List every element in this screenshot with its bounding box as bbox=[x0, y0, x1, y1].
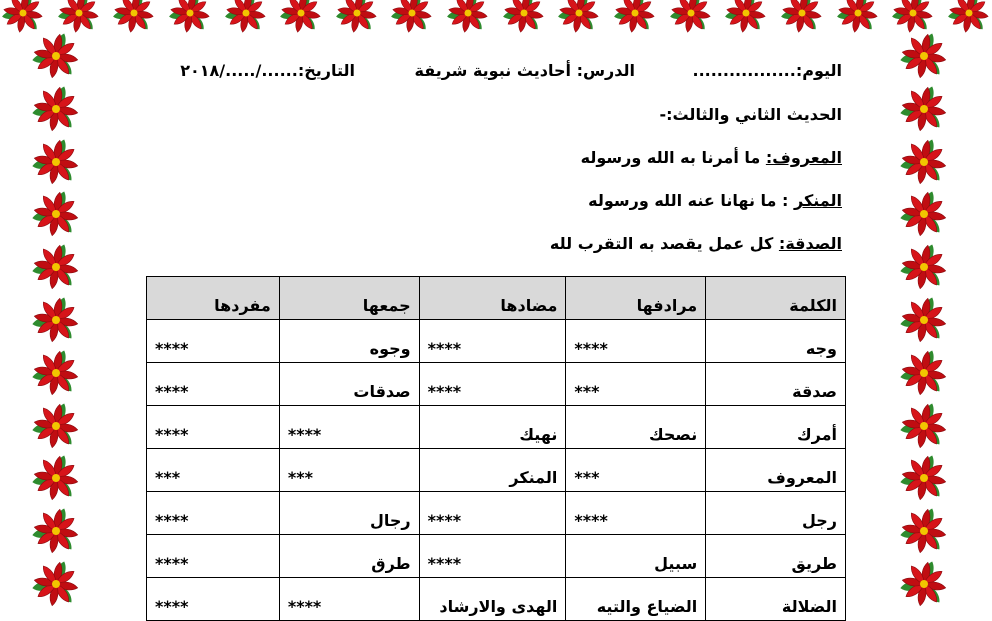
poinsettia-icon bbox=[30, 294, 82, 346]
poinsettia-icon bbox=[779, 0, 825, 36]
definition-text: ما أمرنا به الله ورسوله bbox=[580, 148, 766, 167]
poinsettia-icon bbox=[445, 0, 491, 36]
poinsettia-icon bbox=[30, 505, 82, 557]
poinsettia-icon bbox=[612, 0, 658, 36]
poinsettia-icon bbox=[898, 83, 950, 135]
poinsettia-icon bbox=[898, 400, 950, 452]
poinsettia-icon bbox=[723, 0, 769, 36]
table-row bbox=[147, 363, 846, 406]
poinsettia-icon bbox=[30, 241, 82, 293]
table-cell: **** bbox=[147, 363, 280, 406]
poinsettia-icon bbox=[30, 347, 82, 399]
table-cell: **** bbox=[147, 406, 280, 449]
poinsettia-icon bbox=[30, 188, 82, 240]
table-cell: **** bbox=[419, 535, 566, 578]
table-row bbox=[147, 406, 846, 449]
poinsettia-icon bbox=[30, 83, 82, 135]
table-row bbox=[147, 535, 846, 578]
poinsettia-icon bbox=[556, 0, 602, 36]
poinsettia-icon bbox=[898, 347, 950, 399]
table-cell: **** bbox=[279, 406, 419, 449]
poinsettia-icon bbox=[835, 0, 881, 36]
table-row bbox=[147, 320, 846, 363]
poinsettia-icon bbox=[30, 30, 82, 82]
table-cell: طريق bbox=[706, 535, 846, 578]
table-cell: *** bbox=[566, 449, 706, 492]
table-cell: صدقة bbox=[706, 363, 846, 406]
table-cell: طرق bbox=[279, 535, 419, 578]
poinsettia-icon bbox=[898, 136, 950, 188]
column-header-word: الكلمة bbox=[706, 277, 846, 320]
worksheet-page bbox=[100, 55, 850, 616]
table-row bbox=[147, 578, 846, 621]
section-heading: الحديث الثاني والثالث:- bbox=[659, 105, 842, 124]
table-row bbox=[147, 449, 846, 492]
column-header-plural: جمعها bbox=[279, 277, 419, 320]
definition-text: : ما نهانا عنه الله ورسوله bbox=[588, 191, 794, 210]
table-cell: **** bbox=[147, 578, 280, 621]
date-field: التاريخ:....../...../٢٠١٨ bbox=[180, 61, 355, 80]
definition-term: الصدقة: bbox=[778, 234, 842, 253]
table-cell: **** bbox=[147, 320, 280, 363]
decorative-border-right bbox=[898, 30, 962, 610]
poinsettia-icon bbox=[898, 241, 950, 293]
poinsettia-icon bbox=[898, 294, 950, 346]
poinsettia-icon bbox=[334, 0, 380, 36]
poinsettia-icon bbox=[223, 0, 269, 36]
table-cell: المعروف bbox=[706, 449, 846, 492]
table-row bbox=[147, 492, 846, 535]
table-cell: *** bbox=[147, 449, 280, 492]
table-cell: أمرك bbox=[706, 406, 846, 449]
table-cell: **** bbox=[419, 320, 566, 363]
column-header-singular: مفردها bbox=[147, 277, 280, 320]
poinsettia-icon bbox=[111, 0, 157, 36]
table-cell: رجال bbox=[279, 492, 419, 535]
definition-maruf bbox=[581, 148, 842, 167]
poinsettia-icon bbox=[30, 558, 82, 610]
table-cell: وجه bbox=[706, 320, 846, 363]
table-cell: نصحك bbox=[566, 406, 706, 449]
definition-term: المنكر bbox=[793, 191, 842, 210]
decorative-border-left bbox=[30, 30, 94, 610]
column-header-antonym: مضادها bbox=[419, 277, 566, 320]
table-cell: **** bbox=[147, 492, 280, 535]
table-cell: **** bbox=[419, 492, 566, 535]
poinsettia-icon bbox=[278, 0, 324, 36]
table-cell: الضلالة bbox=[706, 578, 846, 621]
poinsettia-icon bbox=[898, 558, 950, 610]
table-header-row bbox=[147, 277, 846, 320]
table-cell: **** bbox=[566, 320, 706, 363]
table-cell: نهيك bbox=[419, 406, 566, 449]
table-cell: *** bbox=[566, 363, 706, 406]
poinsettia-icon bbox=[389, 0, 435, 36]
definition-sadaqa bbox=[550, 234, 842, 253]
poinsettia-icon bbox=[668, 0, 714, 36]
poinsettia-icon bbox=[167, 0, 213, 36]
table-cell: *** bbox=[279, 449, 419, 492]
poinsettia-icon bbox=[898, 505, 950, 557]
table-cell: الضياع والتيه bbox=[566, 578, 706, 621]
column-header-synonym: مرادفها bbox=[566, 277, 706, 320]
table-cell: **** bbox=[279, 578, 419, 621]
lesson-title: الدرس: أحاديث نبوية شريفة bbox=[414, 61, 635, 80]
decorative-border-top bbox=[0, 0, 992, 38]
definition-term: المعروف: bbox=[765, 148, 842, 167]
table-cell: **** bbox=[566, 492, 706, 535]
table-cell: وجوه bbox=[279, 320, 419, 363]
poinsettia-icon bbox=[30, 136, 82, 188]
definition-text: كل عمل يقصد به التقرب لله bbox=[549, 234, 779, 253]
table-cell: صدقات bbox=[279, 363, 419, 406]
table-cell: الهدى والارشاد bbox=[419, 578, 566, 621]
poinsettia-icon bbox=[898, 30, 950, 82]
day-field: اليوم:................. bbox=[692, 61, 842, 80]
vocabulary-table bbox=[146, 276, 846, 621]
table-cell: رجل bbox=[706, 492, 846, 535]
table-cell: سبيل bbox=[566, 535, 706, 578]
poinsettia-icon bbox=[898, 188, 950, 240]
poinsettia-icon bbox=[30, 452, 82, 504]
poinsettia-icon bbox=[30, 400, 82, 452]
poinsettia-icon bbox=[501, 0, 547, 36]
table-cell: **** bbox=[147, 535, 280, 578]
definition-munkar bbox=[588, 191, 842, 210]
poinsettia-icon bbox=[898, 452, 950, 504]
table-cell: المنكر bbox=[419, 449, 566, 492]
table-cell: **** bbox=[419, 363, 566, 406]
